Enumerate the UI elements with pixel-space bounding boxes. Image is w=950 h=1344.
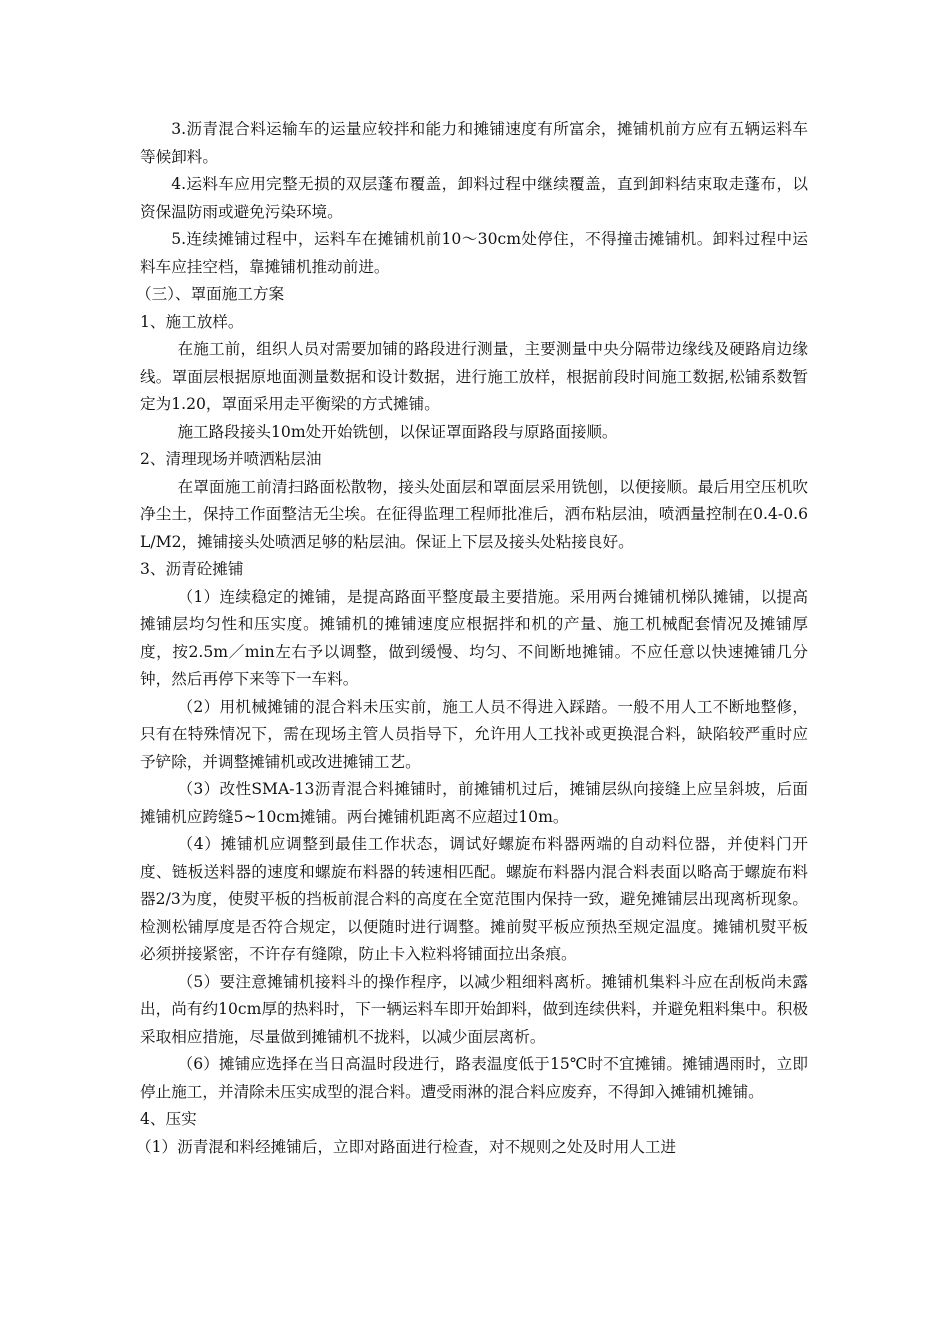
- subheading-layout: 1、施工放样。: [140, 312, 244, 331]
- paragraph-paving-3: （3）改性SMA-13沥青混合料摊铺时，前摊铺机过后，摊铺层纵向接缝上应呈斜坡，后面摊铺机应跨缝5~10cm摊铺。两台摊铺机距离不应超过10m。: [140, 780, 808, 826]
- paragraph-tarp-cover: 4.运料车应用完整无损的双层蓬布覆盖，卸料过程中继续覆盖，直到卸料结束取走蓬布，以资保温防雨或避免污染环境。: [140, 175, 808, 221]
- paragraph-compaction-1: （1）沥青混和料经摊铺后，立即对路面进行检查，对不规则之处及时用人工进: [136, 1137, 677, 1156]
- paragraph-paving-6: （6）摊铺应选择在当日高温时段进行，路表温度低于15℃时不宜摊铺。摊铺遇雨时，立即停止施工，并清除未压实成型的混合料。遭受雨淋的混合料应废弃，不得卸入摊铺机摊铺。: [140, 1055, 808, 1101]
- paragraph-paving-2: （2）用机械摊铺的混合料未压实前，施工人员不得进入踩踏。一般不用人工不断地整修，只有在特殊情况下，需在现场主管人员指导下，允许用人工找补或更换混合料，缺陷较严重时应予铲除，并调整摊铺机或改进摊铺工艺。: [140, 697, 808, 771]
- paragraph-transport-capacity: 3.沥青混合料运输车的运量应较拌和能力和摊铺速度有所富余，摊铺机前方应有五辆运料车等候卸料。: [140, 120, 808, 166]
- paragraph-paving-4: （4）摊铺机应调整到最佳工作状态，调试好螺旋布料器两端的自动料位器，并使料门开度、链板送料器的速度和螺旋布料器的转速相匹配。螺旋布料器内混合料表面以略高于螺旋布料器2/3为度，使熨平板的挡板前混合料的高度在全宽范围内保持一致，避免摊铺层出现离析现象。检测松铺厚度是否符合规定，以便随时进行调整。摊前熨平板应预热至规定温度。摊铺机熨平板必须拼接紧密，不许存有缝隙，防止卡入粒料将铺面拉出条痕。: [140, 835, 808, 963]
- document-body: [136, 116, 808, 1161]
- section-heading-overlay-plan: （三）、罩面施工方案: [136, 285, 285, 303]
- subheading-cleaning-tack-coat: 2、清理现场并喷洒粘层油: [140, 450, 322, 468]
- paragraph-survey: 在施工前，组织人员对需要加铺的路段进行测量，主要测量中央分隔带边缘线及硬路肩边缘线。罩面层根据原地面测量数据和设计数据，进行施工放样，根据前段时间施工数据,松铺系数暂定为1.20，罩面采用走平衡梁的方式摊铺。: [140, 340, 808, 413]
- paragraph-paving-5: （5）要注意摊铺机接料斗的操作程序，以减少粗细料离析。摊铺机集料斗应在刮板尚未露出，尚有约10cm厚的热料时，下一辆运料车即开始卸料，做到连续供料，并避免粗料集中。积极采取相应措施，尽量做到摊铺机不拢料，以减少面层离析。: [140, 972, 808, 1046]
- paragraph-milling-joint: 施工路段接头10m处开始铣刨，以保证罩面路段与原路面接顺。: [177, 422, 618, 441]
- subheading-asphalt-paving: 3、沥青砼摊铺: [140, 560, 244, 578]
- paragraph-continuous-paving-stop: 5.连续摊铺过程中，运料车在摊铺机前10～30cm处停住，不得撞击摊铺机。卸料过程中运料车应挂空档，靠摊铺机推动前进。: [140, 230, 808, 276]
- paragraph-cleaning: 在罩面施工前清扫路面松散物，接头处面层和罩面层采用铣刨，以便接顺。最后用空压机吹净尘土，保持工作面整洁无尘埃。在征得监理工程师批准后，洒布粘层油，喷洒量控制在0.4-0.6L/M2，摊铺接头处喷洒足够的粘层油。保证上下层及接头处粘接良好。: [140, 477, 808, 551]
- subheading-compaction: 4、压实: [140, 1110, 197, 1128]
- paragraph-paving-1: （1）连续稳定的摊铺，是提高路面平整度最主要措施。采用两台摊铺机梯队摊铺，以提高摊铺层均匀性和压实度。摊铺机的摊铺速度应根据拌和机的产量、施工机械配套情况及摊铺厚度，按2.5m／min左右予以调整，做到缓慢、均匀、不间断地摊铺。不应任意以快速摊铺几分钟，然后再停下来等下一车料。: [140, 587, 808, 688]
